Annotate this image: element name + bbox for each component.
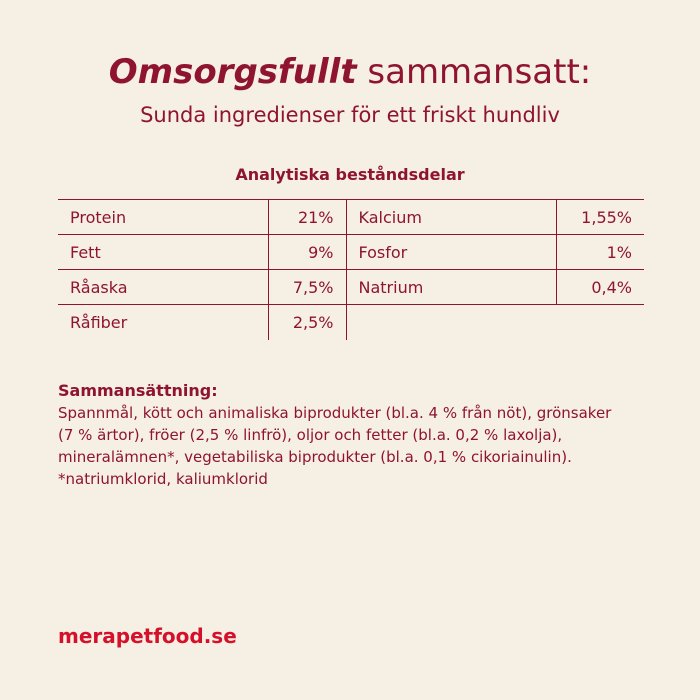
nutrient-name: Råaska [58,270,268,305]
table-row [58,305,644,340]
nutrient-value: 0,4% [556,270,644,305]
analytical-constituents-table [58,199,644,340]
nutrient-value: 1,55% [556,200,644,235]
nutrient-value: 1% [556,235,644,270]
title-emphasis: Omsorgsfullt [108,52,357,92]
composition-section [58,380,658,490]
nutrient-name: Natrium [346,270,556,305]
nutrient-name [346,305,556,340]
composition-line: *natriumklorid, kaliumklorid [58,470,268,488]
nutrient-name: Fett [58,235,268,270]
nutrient-value: 2,5% [268,305,346,340]
composition-line: mineralämnen*, vegetabiliska biprodukter (bl.a. 0,1 % cikoriainulin). [58,448,572,466]
nutrient-name: Fosfor [346,235,556,270]
nutrient-value [556,305,644,340]
nutrient-value: 21% [268,200,346,235]
website-link[interactable]: merapetfood.se [58,624,237,648]
composition-heading: Sammansättning: [58,381,218,400]
nutrient-name: Protein [58,200,268,235]
table-row [58,200,644,235]
table-heading: Analytiska beståndsdelar [235,165,465,184]
composition-line: (7 % ärtor), fröer (2,5 % linfrö), oljor och fetter (bl.a. 0,2 % laxolja), [58,426,563,444]
nutrient-name: Kalcium [346,200,556,235]
composition-line: Spannmål, kött och animaliska biprodukter (bl.a. 4 % från nöt), grönsaker [58,404,612,422]
page-subtitle: Sunda ingredienser för ett friskt hundliv [140,103,560,127]
title-rest: sammansatt: [367,52,592,92]
page-title [0,52,700,92]
table-row [58,235,644,270]
nutrient-value: 7,5% [268,270,346,305]
table-row [58,270,644,305]
nutrient-name: Råfiber [70,312,128,332]
nutrient-value: 9% [268,235,346,270]
